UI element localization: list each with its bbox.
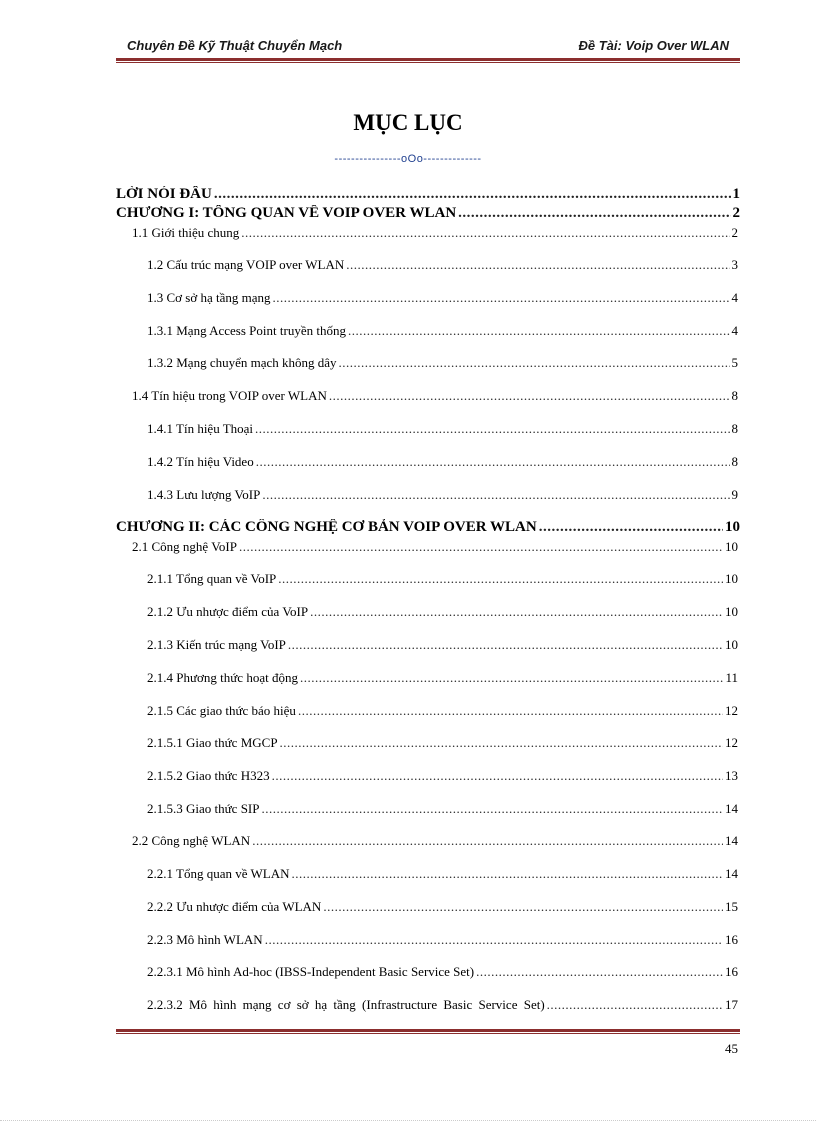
toc-leader-dots xyxy=(265,932,723,948)
toc-entry-page: 1 xyxy=(732,186,740,202)
toc-entry-text: 2.1.4 Phương thức hoạt động xyxy=(147,670,298,685)
toc-leader-dots xyxy=(273,290,730,306)
toc-entry-text: 2.1.1 Tổng quan về VoIP xyxy=(147,571,277,586)
toc-entry[interactable] xyxy=(147,670,738,686)
toc-entry-page: 4 xyxy=(731,290,738,305)
footer-page-number: 45 xyxy=(725,1041,738,1056)
toc-entry[interactable] xyxy=(147,604,738,620)
toc-entry-page: 10 xyxy=(725,637,738,652)
toc-entry[interactable] xyxy=(132,388,738,404)
toc-entry[interactable] xyxy=(132,539,738,555)
toc-leader-dots xyxy=(241,225,729,241)
toc-entry-page: 10 xyxy=(725,519,740,535)
toc-entry-text: 2.2.1 Tổng quan về WLAN xyxy=(147,866,290,881)
toc-entry-page: 2 xyxy=(732,205,740,221)
toc-leader-dots xyxy=(288,637,723,653)
toc-entry[interactable] xyxy=(147,997,738,1013)
toc-entry[interactable] xyxy=(147,964,738,980)
toc-entry[interactable] xyxy=(147,257,738,273)
toc-entry[interactable] xyxy=(147,637,738,653)
toc-entry-text: LỜI NÓI ĐẦU xyxy=(116,186,212,202)
toc-entry-page: 2 xyxy=(731,225,738,240)
toc-entry-text: 2.2.3 Mô hình WLAN xyxy=(147,932,263,947)
toc-leader-dots xyxy=(262,801,724,817)
toc-entry[interactable] xyxy=(147,571,738,587)
toc-entry-text: 2.2.2 Ưu nhược điểm của WLAN xyxy=(147,899,322,914)
toc-leader-dots xyxy=(476,964,723,980)
toc-entry-page: 14 xyxy=(725,801,738,816)
toc-entry[interactable] xyxy=(147,454,738,470)
footer-rule-thin xyxy=(116,1033,740,1034)
toc-entry-page: 10 xyxy=(725,571,738,586)
toc-entry-text: 2.2 Công nghệ WLAN xyxy=(132,833,251,848)
toc-leader-dots xyxy=(310,604,723,620)
toc-entry-page: 5 xyxy=(731,355,738,370)
toc-entry[interactable] xyxy=(147,866,738,882)
toc-leader-dots xyxy=(239,539,723,555)
toc-entry-text: 1.2 Cấu trúc mạng VOIP over WLAN xyxy=(147,257,345,272)
toc-entry-text: 1.4.3 Lưu lượng VoIP xyxy=(147,487,261,502)
title-decoration: ----------------oOo-------------- xyxy=(334,153,482,165)
toc-entry-page: 12 xyxy=(725,735,738,750)
toc-entry[interactable] xyxy=(147,323,738,339)
toc-entry-text: 2.1 Công nghệ VoIP xyxy=(132,539,237,554)
toc-entry[interactable] xyxy=(116,205,740,222)
toc-entry-text: 2.1.5.2 Giao thức H323 xyxy=(147,768,270,783)
toc-entry-page: 14 xyxy=(725,866,738,881)
toc-entry-page: 15 xyxy=(725,899,738,914)
toc-leader-dots xyxy=(329,388,730,404)
toc-entry-text: 1.3.1 Mạng Access Point truyền thống xyxy=(147,323,346,338)
toc-entry-text: CHƯƠNG I: TỔNG QUAN VỀ VOIP OVER WLAN xyxy=(116,205,457,221)
toc-leader-dots xyxy=(346,257,729,273)
toc-leader-dots xyxy=(339,355,730,371)
toc-entry-page: 13 xyxy=(725,768,738,783)
toc-leader-dots xyxy=(272,768,723,784)
toc-entry-text: CHƯƠNG II: CÁC CÔNG NGHỆ CƠ BẢN VOIP OVER WLAN xyxy=(116,519,537,535)
toc-entry-page: 10 xyxy=(725,539,738,554)
toc-entry-text: 2.1.5 Các giao thức báo hiệu xyxy=(147,703,296,718)
toc-leader-dots xyxy=(348,323,730,339)
toc-entry-text: 1.1 Giới thiệu chung xyxy=(132,225,240,240)
toc-entry-page: 11 xyxy=(725,670,738,685)
toc-entry-page: 14 xyxy=(725,833,738,848)
toc-leader-dots xyxy=(280,735,723,751)
toc-entry[interactable] xyxy=(132,225,738,241)
toc-entry-page: 12 xyxy=(725,703,738,718)
toc-leader-dots xyxy=(300,670,724,686)
toc-entry[interactable] xyxy=(116,186,740,203)
toc-entry-page: 9 xyxy=(731,487,738,502)
toc-entry-page: 16 xyxy=(725,932,738,947)
toc-entry[interactable] xyxy=(147,932,738,948)
toc-entry[interactable] xyxy=(147,355,738,371)
toc-entry-text: 1.4.1 Tín hiệu Thoại xyxy=(147,421,254,436)
toc-entry-text: 2.1.3 Kiến trúc mạng VoIP xyxy=(147,637,286,652)
toc-entry-page: 17 xyxy=(725,997,738,1012)
page-title: MỤC LỤC xyxy=(353,110,463,135)
toc-leader-dots xyxy=(214,186,731,203)
toc-entry[interactable] xyxy=(147,290,738,306)
toc-entry[interactable] xyxy=(147,768,738,784)
toc-leader-dots xyxy=(262,487,729,503)
toc-entry-text: 1.4.2 Tín hiệu Video xyxy=(147,454,254,469)
toc-entry[interactable] xyxy=(147,487,738,503)
toc-entry[interactable] xyxy=(147,899,738,915)
toc-entry-page: 10 xyxy=(725,604,738,619)
page-bottom-edge xyxy=(0,1120,816,1121)
toc-entry-page: 8 xyxy=(731,388,738,403)
toc-entry-page: 8 xyxy=(731,454,738,469)
toc-entry-page: 16 xyxy=(725,964,738,979)
toc-leader-dots xyxy=(252,833,723,849)
toc-entry-text: 2.2.3.1 Mô hình Ad-hoc (IBSS-Independent Basic Service Set) xyxy=(147,964,475,979)
toc-entry[interactable] xyxy=(116,519,740,536)
toc-entry-page: 3 xyxy=(731,257,738,272)
toc-leader-dots xyxy=(278,571,723,587)
toc-entry-text: 2.2.3.2 Mô hình mạng cơ sở hạ tầng (Infrastructure Basic Service Set) xyxy=(147,997,545,1012)
toc-entry-page: 8 xyxy=(731,421,738,436)
toc-leader-dots xyxy=(255,421,729,437)
toc-leader-dots xyxy=(323,899,723,915)
toc-entry-text: 1.3 Cơ sở hạ tầng mạng xyxy=(147,290,271,305)
toc-entry[interactable] xyxy=(147,735,738,751)
toc-entry[interactable] xyxy=(147,703,738,719)
toc-entry-text: 2.1.5.3 Giao thức SIP xyxy=(147,801,260,816)
toc-leader-dots xyxy=(547,997,723,1013)
footer-rule-thick xyxy=(116,1029,740,1032)
header-left-title: Chuyên Đề Kỹ Thuật Chuyển Mạch xyxy=(127,38,343,53)
toc-entry-text: 2.1.5.1 Giao thức MGCP xyxy=(147,735,278,750)
toc-entry-text: 2.1.2 Ưu nhược điểm của VoIP xyxy=(147,604,309,619)
toc-entry[interactable] xyxy=(147,421,738,437)
toc-leader-dots xyxy=(256,454,730,470)
toc-leader-dots xyxy=(458,205,730,222)
toc-leader-dots xyxy=(298,703,723,719)
toc-leader-dots xyxy=(539,519,723,536)
toc-entry-page: 4 xyxy=(731,323,738,338)
toc-entry[interactable] xyxy=(132,833,738,849)
toc-entry-text: 1.4 Tín hiệu trong VOIP over WLAN xyxy=(132,388,327,403)
toc-entry[interactable] xyxy=(147,801,738,817)
toc-entry-text: 1.3.2 Mạng chuyển mạch không dây xyxy=(147,355,337,370)
header-right-title: Đề Tài: Voip Over WLAN xyxy=(578,38,729,53)
toc-leader-dots xyxy=(292,866,724,882)
